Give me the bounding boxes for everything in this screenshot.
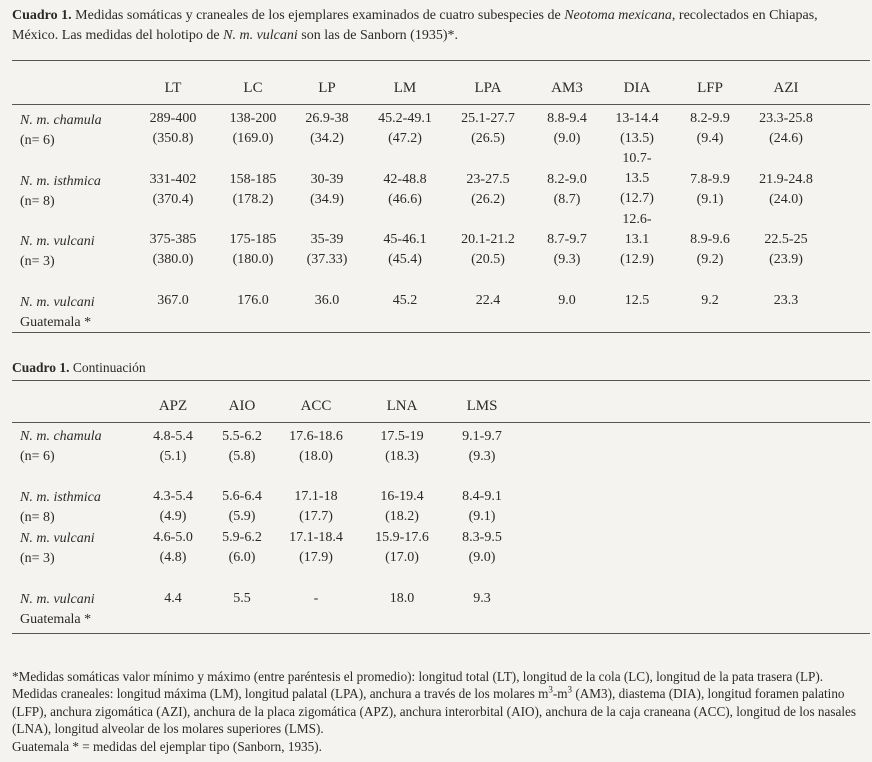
table2-header-lms: LMS (466, 398, 498, 414)
value-mean: (9.3) (468, 449, 496, 464)
value-mean: (9.3) (553, 252, 581, 267)
value-mean: (9.1) (468, 509, 496, 524)
value-range: 17.5-19 (380, 429, 424, 444)
value-single: 9.2 (701, 293, 719, 308)
value-mean: (178.2) (232, 192, 274, 207)
table1-header-azi: AZI (773, 80, 799, 96)
value-range: 4.8-5.4 (153, 429, 193, 444)
value-mean: (4.8) (159, 550, 187, 565)
value-range: 15.9-17.6 (375, 530, 429, 545)
value-single: - (313, 591, 319, 606)
value-mean: (18.0) (299, 449, 333, 464)
value-range: 26.9-38 (305, 111, 349, 126)
value-range: 23-27.5 (466, 172, 510, 187)
value-mean: (26.5) (471, 131, 505, 146)
value-range: 5.5-6.2 (222, 429, 262, 444)
value-range: 21.9-24.8 (759, 172, 813, 187)
value-mean: (12.7) (620, 191, 654, 206)
value-range: 175-185 (229, 232, 277, 247)
value-range: 35-39 (310, 232, 344, 247)
table2-header-rule (12, 422, 870, 423)
value-range-prefix: 12.6- (622, 212, 652, 227)
table2-caption: Cuadro 1. Continuación (12, 360, 146, 375)
value-range: 8.4-9.1 (462, 489, 502, 504)
table1-caption-label: Cuadro 1. (12, 8, 72, 23)
type-locality: Guatemala * (20, 315, 92, 330)
value-range: 4.6-5.0 (153, 530, 193, 545)
value-mean: (6.0) (228, 550, 256, 565)
value-single: 367.0 (157, 293, 189, 308)
table1-header-am3: AM3 (551, 80, 583, 96)
value-range: 331-402 (149, 172, 197, 187)
value-mean: (9.0) (553, 131, 581, 146)
value-mean: (26.2) (471, 192, 505, 207)
value-single: 9.3 (473, 591, 491, 606)
value-mean: (17.9) (299, 550, 333, 565)
value-range: 4.3-5.4 (153, 489, 193, 504)
value-mean: (47.2) (388, 131, 422, 146)
type-locality: Guatemala * (20, 612, 92, 627)
table1-header-lm: LM (393, 80, 417, 96)
value-single: 9.0 (558, 293, 576, 308)
table1-header-lp: LP (318, 80, 336, 96)
value-range: 45.2-49.1 (378, 111, 432, 126)
species-name: N. m. isthmica (20, 174, 101, 189)
value-mean: (20.5) (471, 252, 505, 267)
value-single: 45.2 (392, 293, 418, 308)
value-mean: (24.0) (769, 192, 803, 207)
value-mean: (24.6) (769, 131, 803, 146)
value-mean: (12.9) (620, 252, 654, 267)
value-mean: (37.33) (306, 252, 348, 267)
value-range: 17.1-18 (294, 489, 338, 504)
species-name: N. m. vulcani (20, 531, 95, 546)
value-single: 5.5 (233, 591, 251, 606)
value-range: 158-185 (229, 172, 277, 187)
value-range: 17.1-18.4 (289, 530, 343, 545)
value-range: 289-400 (149, 111, 197, 126)
value-range: 138-200 (229, 111, 277, 126)
value-range: 17.6-18.6 (289, 429, 343, 444)
table1-caption: Cuadro 1. Medidas somáticas y craneales de los ejemplares examinados de cuatro subespecies de Neotoma mexicana, recolectados en Chiapas, México. Las medidas del holotipo de N. m. vulcani son las de Sanborn (1935)*. (12, 8, 818, 43)
value-mean: (34.9) (310, 192, 344, 207)
species-name: N. m. vulcani (20, 234, 95, 249)
value-range: 20.1-21.2 (461, 232, 515, 247)
value-mean: (17.0) (385, 550, 419, 565)
value-range: 25.1-27.7 (461, 111, 515, 126)
value-mean: (5.9) (228, 509, 256, 524)
table1-header-lpa: LPA (474, 80, 502, 96)
value-range: 45-46.1 (383, 232, 427, 247)
value-range: 13.5 (624, 171, 650, 186)
value-range: 9.1-9.7 (462, 429, 502, 444)
table2-top-rule (12, 380, 870, 381)
value-range: 8.2-9.9 (690, 111, 730, 126)
value-range: 8.2-9.0 (547, 172, 587, 187)
sample-size: (n= 6) (20, 133, 55, 148)
table1-header-lt: LT (164, 80, 182, 96)
value-mean: (380.0) (152, 252, 194, 267)
value-mean: (45.4) (388, 252, 422, 267)
value-mean: (370.4) (152, 192, 194, 207)
sample-size: (n= 8) (20, 194, 55, 209)
value-range: 8.9-9.6 (690, 232, 730, 247)
value-mean: (9.0) (468, 550, 496, 565)
table1-bottom-rule (12, 332, 870, 333)
value-range: 8.8-9.4 (547, 111, 587, 126)
value-single: 22.4 (475, 293, 501, 308)
species-name: N. m. chamula (20, 113, 102, 128)
value-range: 13.1 (624, 232, 650, 247)
sample-size: (n= 3) (20, 254, 55, 269)
species-name: N. m. vulcani (20, 592, 95, 607)
table2-header-lna: LNA (386, 398, 418, 414)
value-single: 176.0 (237, 293, 269, 308)
value-range: 5.6-6.4 (222, 489, 262, 504)
footnote: *Medidas somáticas valor mínimo y máximo (entre paréntesis el promedio): longitud total (LT), longitud de la cola (LC), longitud de la pata trasera (LP). Medidas craneales: longitud máxima (LM), longitud palatal (LPA), anchura a través de los molares $m^3-m^3$ (AM3), diastema (DIA), longitud foramen palatino (LFP), anchura zigomática (AZI), anchura de la placa zigomática (APZ), anchura interorbital (AIO), anchura de la caja craneana (ACC), longitud de los nasales (LNA), longitud alveolar de los molares superiores (LMS). Guatemala * = medidas del ejemplar tipo (Sanborn, 1935). (12, 669, 857, 754)
value-range: 23.3-25.8 (759, 111, 813, 126)
value-range: 13-14.4 (615, 111, 659, 126)
table1-header-lfp: LFP (697, 80, 723, 96)
value-mean: (13.5) (620, 131, 654, 146)
species-name: N. m. vulcani (20, 295, 95, 310)
value-range: 42-48.8 (383, 172, 427, 187)
table2-caption-label: Cuadro 1. (12, 360, 70, 375)
sample-size: (n= 8) (20, 510, 55, 525)
value-mean: (18.2) (385, 509, 419, 524)
value-mean: (34.2) (310, 131, 344, 146)
table1-header-lc: LC (243, 80, 263, 96)
table1-header-dia: DIA (623, 80, 651, 96)
value-range: 7.8-9.9 (690, 172, 730, 187)
value-mean: (9.2) (696, 252, 724, 267)
value-mean: (17.7) (299, 509, 333, 524)
table1-header-rule (12, 104, 870, 105)
value-mean: (350.8) (152, 131, 194, 146)
value-range: 16-19.4 (380, 489, 424, 504)
footnote-guatemala: Guatemala * = medidas del ejemplar tipo (Sanborn, 1935). (12, 738, 322, 754)
value-mean: (18.3) (385, 449, 419, 464)
value-single: 4.4 (164, 591, 182, 606)
species-name: N. m. chamula (20, 429, 102, 444)
value-mean: (5.1) (159, 449, 187, 464)
species-name: N. m. isthmica (20, 490, 101, 505)
value-range-prefix: 10.7- (622, 151, 652, 166)
value-mean: (4.9) (159, 509, 187, 524)
value-single: 12.5 (624, 293, 650, 308)
value-single: 18.0 (389, 591, 415, 606)
value-single: 36.0 (314, 293, 340, 308)
value-mean: (8.7) (553, 192, 581, 207)
value-mean: (9.4) (696, 131, 724, 146)
table2-header-apz: APZ (158, 398, 188, 414)
value-mean: (5.8) (228, 449, 256, 464)
value-range: 30-39 (310, 172, 344, 187)
value-mean: (9.1) (696, 192, 724, 207)
value-range: 8.3-9.5 (462, 530, 502, 545)
value-range: 8.7-9.7 (547, 232, 587, 247)
value-single: 23.3 (773, 293, 799, 308)
table2-bottom-rule (12, 633, 870, 634)
table2-header-aio: AIO (228, 398, 256, 414)
sample-size: (n= 3) (20, 551, 55, 566)
value-mean: (180.0) (232, 252, 274, 267)
table1-top-rule (12, 60, 870, 61)
value-mean: (46.6) (388, 192, 422, 207)
sample-size: (n= 6) (20, 449, 55, 464)
value-mean: (169.0) (232, 131, 274, 146)
table2-header-acc: ACC (300, 398, 332, 414)
value-range: 22.5-25 (764, 232, 808, 247)
value-range: 5.9-6.2 (222, 530, 262, 545)
value-range: 375-385 (149, 232, 197, 247)
value-mean: (23.9) (769, 252, 803, 267)
